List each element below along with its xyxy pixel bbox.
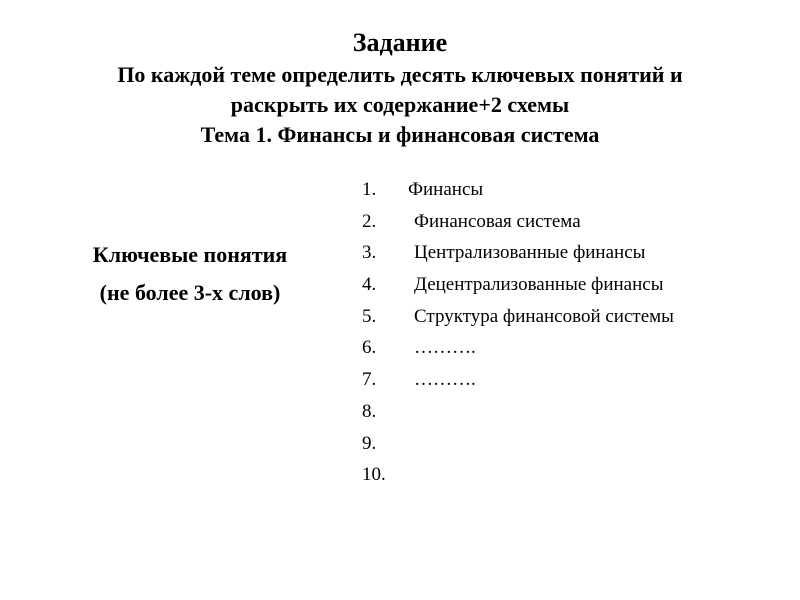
- concept-item: [362, 174, 674, 206]
- topic-title: Тема 1. Финансы и финансовая система: [200, 122, 600, 147]
- concept-list: [362, 174, 674, 491]
- concept-number: 9.: [362, 432, 377, 454]
- concept-text: ……….: [414, 369, 476, 391]
- concept-number: 10.: [362, 464, 386, 486]
- concept-number: 7.: [362, 369, 377, 391]
- concept-text: Финансовая система: [414, 210, 581, 232]
- concept-item: [362, 332, 674, 364]
- concept-text: Децентрализованные финансы: [414, 274, 664, 296]
- concept-text: Структура финансовой системы: [414, 305, 674, 327]
- key-concepts-label: [40, 236, 340, 312]
- key-concepts-subheading: (не более 3-х слов): [99, 280, 281, 305]
- concept-item: [362, 428, 674, 460]
- task-line-1: По каждой теме определить десять ключевых понятий и: [117, 62, 683, 87]
- concept-item: [362, 459, 674, 491]
- concept-number: 6.: [362, 337, 377, 359]
- concept-number: 3.: [362, 242, 377, 264]
- key-concepts-heading: Ключевые понятия: [92, 242, 288, 267]
- concept-item: [362, 269, 674, 301]
- title-main: Задание: [352, 28, 448, 57]
- concept-item: [362, 364, 674, 396]
- concept-item: [362, 237, 674, 269]
- concept-text: ……….: [414, 337, 476, 359]
- concept-item: [362, 206, 674, 238]
- concept-number: 1.: [362, 179, 377, 200]
- concept-number: 4.: [362, 274, 377, 296]
- task-line-2: раскрыть их содержание+2 схемы: [230, 92, 570, 117]
- concept-number: 8.: [362, 400, 377, 422]
- concept-text: Финансы: [408, 179, 484, 200]
- concept-number: 2.: [362, 210, 377, 232]
- concept-number: 5.: [362, 305, 377, 327]
- concept-item: [362, 301, 674, 333]
- concept-text: Централизованные финансы: [414, 242, 646, 264]
- title-block: [0, 26, 800, 150]
- concept-item: [362, 396, 674, 428]
